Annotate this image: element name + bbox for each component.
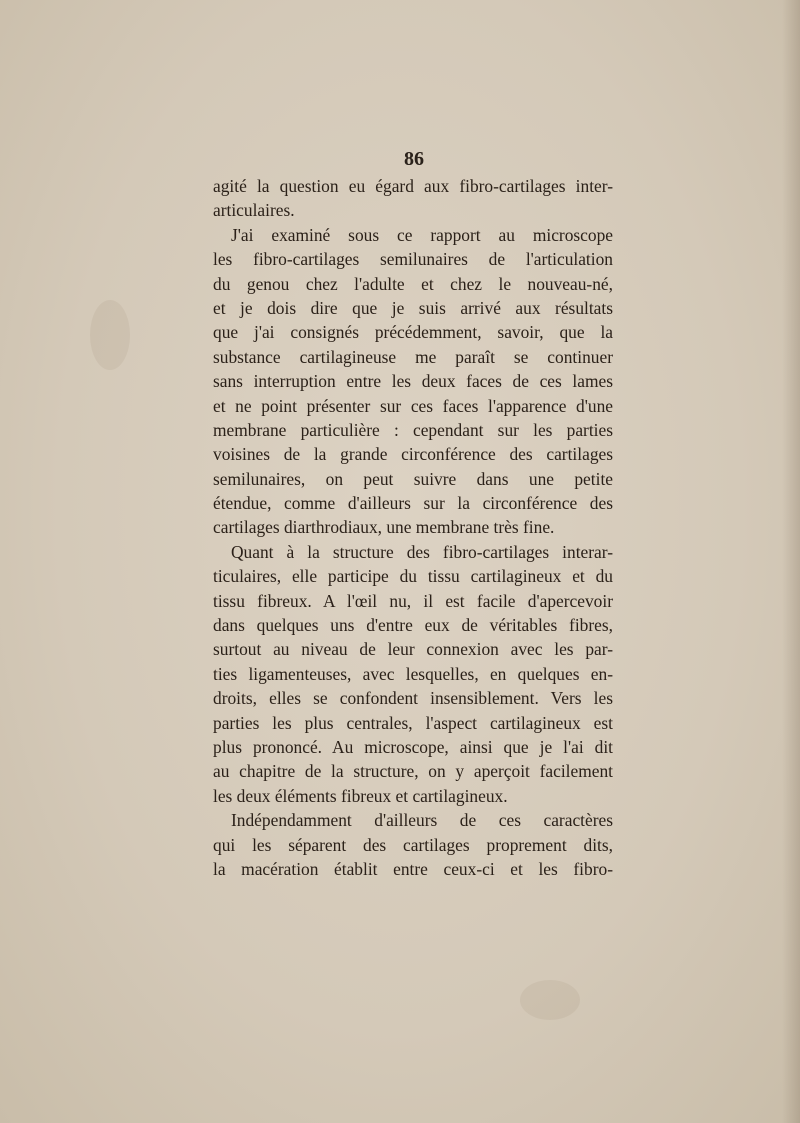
text-line: membrane particulière : cependant sur les parties [213,419,613,440]
text-line: étendue, comme d'ailleurs sur la circonférence des [213,493,613,514]
text-line: tissu fibreux. A l'œil nu, il est facile d'apercevoir [213,590,613,611]
text-line: les fibro-cartilages semilunaires de l'articulation [213,249,613,270]
text-line: semilunaires, on peut suivre dans une petite [213,468,613,489]
text-line: qui les séparent des cartilages proprement dits, [213,834,613,855]
text-line: ties ligamenteuses, avec lesquelles, en quelques en- [213,663,613,684]
text-line: parties les plus centrales, l'aspect cartilagineux est [213,712,613,733]
page-number: 86 [404,148,424,170]
paragraph-start-line: Quant à la structure des fibro-cartilages interar- [231,541,613,562]
text-line: plus prononcé. Au microscope, ainsi que je l'ai dit [213,736,613,757]
text-line: les deux éléments fibreux et cartilagineux. [213,785,508,806]
body-text [213,174,613,881]
paper-stain [90,300,130,370]
paragraph-start-line: J'ai examiné sous ce rapport au microscope [231,224,613,245]
text-line: au chapitre de la structure, on y aperçoit facilement [213,761,613,782]
page-edge-shadow [782,0,800,1123]
text-line: la macération établit entre ceux-ci et les fibro- [213,858,613,879]
text-line: substance cartilagineuse me paraît se continuer [213,346,613,367]
text-line: droits, elles se confondent insensiblement. Vers les [213,688,613,709]
text-line: dans quelques uns d'entre eux de véritables fibres, [213,615,613,636]
text-line: que j'ai consignés précédemment, savoir, que la [213,322,613,343]
text-line: surtout au niveau de leur connexion avec les par- [213,639,613,660]
text-line: ticulaires, elle participe du tissu cartilagineux et du [213,566,613,587]
text-line: cartilages diarthrodiaux, une membrane très fine. [213,517,555,538]
paper-stain [520,980,580,1020]
text-line: agité la question eu égard aux fibro-cartilages inter- [213,176,613,196]
text-line: du genou chez l'adulte et chez le nouveau-né, [213,273,613,294]
text-line: et ne point présenter sur ces faces l'apparence d'une [213,395,613,416]
text-line: sans interruption entre les deux faces de ces lames [213,371,613,392]
paragraph-start-line: Indépendamment d'ailleurs de ces caractères [231,810,613,831]
text-line: voisines de la grande circonférence des cartilages [213,444,613,465]
text-line: et je dois dire que je suis arrivé aux résultats [213,297,613,318]
text-line: articulaires. [213,200,295,221]
